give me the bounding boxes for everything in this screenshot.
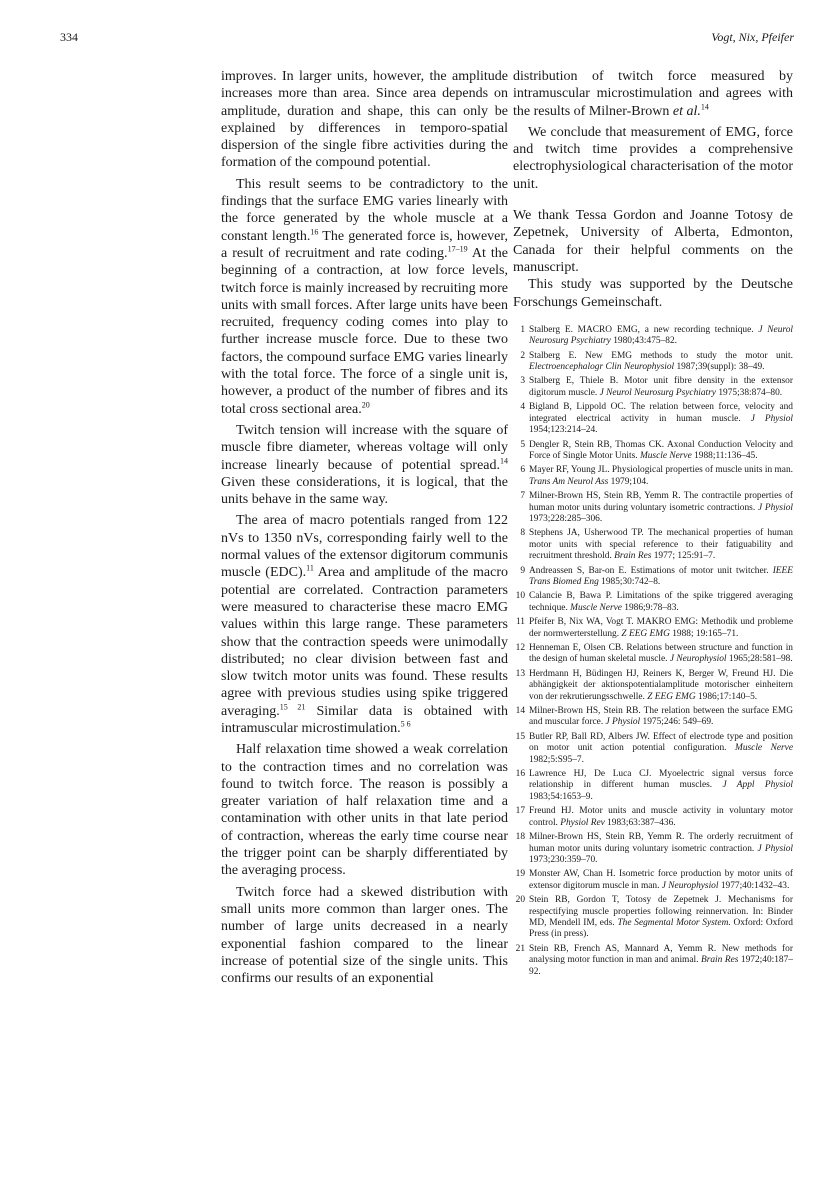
journal-title: Trans Am Neurol Ass [529, 476, 609, 487]
reference-item: 2 Stalberg E. New EMG methods to study the motor unit. Electroencephalogr Clin Neurophysiol 1987;39(suppl): 38–49. [513, 351, 793, 374]
funding-text: This study was supported by the Deutsche Forschungs Gemeinschaft. [513, 277, 793, 310]
journal-title: J Physiol [605, 717, 641, 728]
journal-title: J Appl Physiol [722, 780, 793, 791]
reference-item: 16 Lawrence HJ, De Luca CJ. Myoelectric signal versus force relationship in different human muscles. J Appl Physiol 1983;54:1653–9. [513, 769, 793, 803]
journal-title: Brain Res [700, 955, 739, 966]
journal-title: Electroencephalogr Clin Neurophysiol [529, 362, 675, 373]
reference-item: 15 Butler RP, Ball RD, Albers JW. Effect of electrode type and position on motor unit action potential configuration. Muscle Nerve 1982;5:S95–7. [513, 732, 793, 766]
reference-number: 12 [515, 643, 525, 654]
paragraph: The area of macro potentials ranged from 122 nVs to 1350 nVs, corresponding fairly well to the normal values of the extensor digitorum communis muscle (EDC).$^{11}$ Area and amplitude of the macro potential are correlated. Contraction parameters were measured to characterise these macro EMG values within this large range. These parameters show that the contraction speeds were unimodally distributed; no clear division between fast and slow twitch motor units was found. These results agree with previous studies using spike triggered averaging.$^{15 21}$ Similar data is obtained with intramuscular microstimulation.$^{5 6}$ [221, 513, 509, 736]
reference-item: 6 Mayer RF, Young JL. Physiological properties of muscle units in man. Trans Am Neurol Ass 1979;104. [513, 465, 793, 488]
paragraph: improves. In larger units, however, the amplitude increases more than area. Since area depends on amplitude, duration and shape, this can only be explained by differences in temporo-spatial dispersion of the single fibre activities during the formation of the compound potential. [221, 69, 508, 171]
page-header [0, 30, 816, 50]
reference-number: 19 [515, 869, 525, 880]
paragraph: Half relaxation time showed a weak correlation to the contraction times and no correlation was found to twitch force. The reason is possibly a greater variation of half relaxation time and a contamination with other units in that late period of contraction, whereas the early time course near the trigger point can be sharply differentiated by the averaging process. [221, 742, 508, 879]
reference-number: 8 [520, 528, 525, 539]
reference-number: 6 [520, 465, 525, 476]
reference-item: 21 Stein RB, French AS, Mannard A, Yemm R. New methods for analysing motor function in man and animal. Brain Res 1972;40:187–92. [513, 944, 793, 978]
reference-number: 17 [515, 806, 525, 817]
paragraph: This result seems to be contradictory to the findings that the surface EMG varies linearly with the force generated by the whole muscle at a constant length.$^{16}$ The generated force is, however, a result of recruitment and rate coding.$^{17-19}$ At the beginning of a contraction, at low force levels, twitch force is mainly increased by recruiting more units with small forces. After large units have been recruited, frequency coding comes into play to further increase muscle force. Due to these two factors, the compound surface EMG varies linearly with the total force. The force of a single unit is, however, a product of the number of fibres and its total cross sectional area.$^{20}$ [221, 176, 508, 417]
right-column [513, 68, 793, 981]
reference-number: 15 [515, 731, 525, 742]
journal-title: J Physiol [750, 413, 793, 424]
journal-title: Muscle Nerve [570, 602, 622, 613]
journal-title: Muscle Nerve [639, 450, 692, 461]
left-column [221, 68, 508, 987]
reference-number: 10 [515, 591, 525, 602]
reference-item: 9 Andreassen S, Bar-on E. Estimations of motor unit twitcher. IEEE Trans Biomed Eng 1985;30:742–8. [513, 566, 793, 589]
journal-title: Z EEG EMG [621, 628, 670, 639]
journal-title: Brain Res [614, 551, 652, 562]
reference-number: 2 [520, 350, 525, 361]
page-number: 334 [60, 30, 78, 44]
reference-number: 13 [515, 668, 525, 679]
journal-title: J Physiol [757, 843, 793, 854]
reference-number: 18 [515, 832, 525, 843]
reference-number: 7 [520, 491, 525, 502]
journal-title: Muscle Nerve [735, 743, 793, 754]
reference-item: 1 Stalberg E. MACRO EMG, a new recording technique. J Neurol Neurosurg Psychiatry 1980;43:475–82. [513, 325, 793, 348]
reference-item: 10 Calancie B, Bawa P. Limitations of the spike triggered averaging technique. Muscle Nerve 1986;9:78–83. [513, 591, 793, 614]
reference-item: 3 Stalberg E, Thiele B. Motor unit fibre density in the extensor digitorum muscle. J Neurol Neurosurg Psychiatry 1975;38:874–80. [513, 376, 793, 399]
reference-item: 13 Herdmann H, Büdingen HJ, Reiners K, Berger W, Freund HJ. Die abhängigkeit der aktionspotentialamplitude motorischer einheitern von der rekrutierungsschwelle. Z EEG EMG 1986;17:140–5. [513, 669, 793, 703]
acknowledgements [513, 207, 793, 311]
journal-title: J Neurol Neurosurg Psychiatry [599, 387, 716, 398]
paragraph: distribution of twitch force measured by intramuscular microstimulation and agrees with the results of Milner-Brown et al.$^{14}$ [513, 69, 793, 119]
reference-number: 21 [515, 943, 525, 954]
reference-item: 8 Stephens JA, Usherwood TP. The mechanical properties of human motor units with special reference to their fatiguability and recruitment threshold. Brain Res 1977; 125:91–7. [513, 528, 793, 562]
reference-number: 5 [520, 439, 525, 450]
reference-item: 7 Milner-Brown HS, Stein RB, Yemm R. The contractile properties of human motor units during voluntary isometric contractions. J Physiol 1973;228:285–306. [513, 491, 793, 525]
reference-list [513, 325, 793, 978]
journal-title: The Segmental Motor System. [617, 917, 731, 928]
reference-number: 9 [520, 565, 525, 576]
journal-title: Z EEG EMG [647, 691, 696, 702]
journal-title: J Physiol [757, 502, 793, 513]
journal-title: J Neurophysiol [669, 654, 727, 665]
reference-item: 14 Milner-Brown HS, Stein RB. The relation between the surface EMG and muscular force. J Physiol 1975;246: 549–69. [513, 706, 793, 729]
acknowledgement-text: We thank Tessa Gordon and Joanne Totosy de Zepetnek, University of Alberta, Edmonton, Canada for their helpful comments on the manuscript. [513, 208, 793, 275]
reference-number: 16 [515, 769, 525, 780]
reference-item: 12 Henneman E, Olsen CB. Relations between structure and function in the design of human skeletal muscle. J Neurophysiol 1965;28:581–98. [513, 643, 793, 666]
journal-title: J Neurol Neurosurg Psychiatry [529, 324, 793, 347]
paragraph: We conclude that measurement of EMG, force and twitch time provides a comprehensive electrophysiological characterisation of the motor unit. [513, 124, 793, 192]
paragraph: Twitch tension will increase with the square of muscle fibre diameter, whereas voltage will only increase linearly because of potential spread.$^{14}$ Given these considerations, it is logical, that the units behave in the same way. [221, 422, 508, 508]
reference-number: 11 [515, 617, 525, 628]
paragraph: Twitch force had a skewed distribution with small units more common than larger ones. The number of large units decreased in a nearly exponential fashion compared to the linear increase of potential size of the single units. This confirms our results of an exponential [221, 884, 508, 987]
reference-item: 4 Bigland B, Lippold OC. The relation between force, velocity and integrated electrical activity in human muscle. J Physiol 1954;123:214–24. [513, 402, 793, 436]
reference-item: 20 Stein RB, Gordon T, Totosy de Zepetnek J. Mechanisms for respectifying muscle properties following reinnervation. In: Binder MD, Mendell IM, eds. The Segmental Motor System. Oxford: Oxford Press (in press). [513, 895, 793, 941]
reference-number: 14 [515, 706, 525, 717]
reference-item: 18 Milner-Brown HS, Stein RB, Yemm R. The orderly recruitment of human motor units during voluntary isometric contraction. J Physiol 1973;230:359–70. [513, 832, 793, 866]
journal-title: IEEE Trans Biomed Eng [529, 565, 793, 587]
journal-title: J Neurophysiol [661, 880, 719, 891]
reference-item: 17 Freund HJ. Motor units and muscle activity in voluntary motor control. Physiol Rev 1983;63:387–436. [513, 806, 793, 829]
reference-number: 3 [520, 376, 525, 387]
reference-item: 19 Monster AW, Chan H. Isometric force production by motor units of extensor digitorum muscle in man. J Neurophysiol 1977;40:1432–43. [513, 869, 793, 892]
running-head-authors: Vogt, Nix, Pfeifer [711, 30, 794, 44]
reference-number: 4 [520, 402, 525, 413]
journal-title: Physiol Rev [560, 817, 605, 828]
reference-item: 11 Pfeifer B, Nix WA, Vogt T. MAKRO EMG: Methodik und probleme der normwerterstellung. Z EEG EMG 1988; 19:165–71. [513, 617, 793, 640]
reference-number: 20 [515, 895, 525, 906]
reference-item: 5 Dengler R, Stein RB, Thomas CK. Axonal Conduction Velocity and Force of Single Motor Units. Muscle Nerve 1988;11:136–45. [513, 440, 793, 463]
reference-number: 1 [520, 324, 525, 335]
